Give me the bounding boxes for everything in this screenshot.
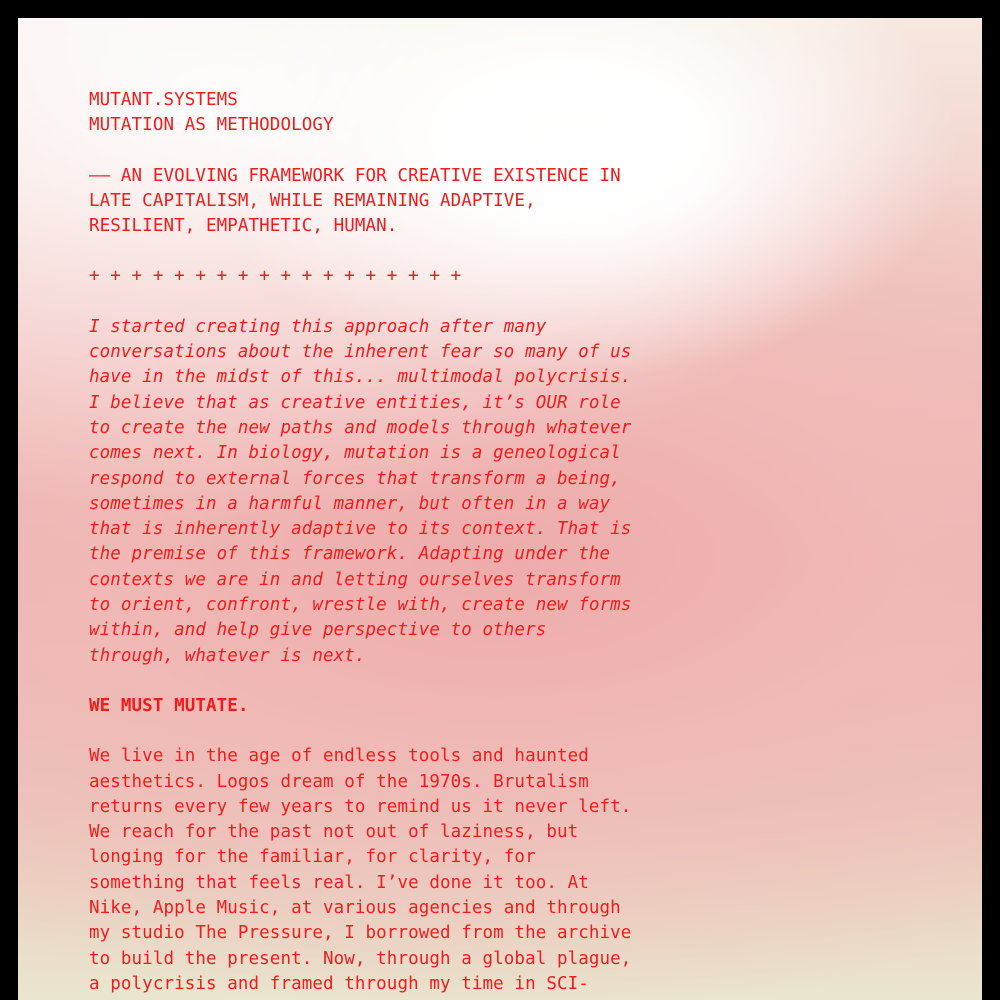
body-line: We live in the age of endless tools and haunted — [89, 746, 589, 767]
intro-line: comes next. In biology, mutation is a geneological — [89, 443, 621, 464]
manifesto-content — [89, 88, 689, 997]
intro-line: the premise of this framework. Adapting under the — [89, 544, 611, 565]
body-line: Nike, Apple Music, at various agencies and through — [89, 898, 621, 919]
plus-divider — [89, 264, 689, 289]
intro-line: contexts we are in and letting ourselves transform — [89, 569, 621, 590]
body-line: something that feels real. I’ve done it too. At — [89, 872, 589, 893]
body-line: longing for the familiar, for clarity, for — [89, 847, 536, 868]
intro-line: to create the new paths and models through whatever — [89, 417, 632, 438]
intro-line: that is inherently adaptive to its context. That is — [89, 519, 632, 540]
tagline-line: —— AN EVOLVING FRAMEWORK FOR CREATIVE EXISTENCE IN — [89, 165, 621, 186]
intro-paragraph — [89, 315, 689, 669]
site-subtitle: MUTATION AS METHODOLOGY — [89, 115, 334, 136]
tagline-line: RESILIENT, EMPATHETIC, HUMAN. — [89, 216, 398, 237]
intro-line: conversations about the inherent fear so many of us — [89, 342, 632, 363]
intro-line: through, whatever is next. — [89, 645, 366, 666]
site-header — [89, 88, 689, 139]
page-background — [18, 18, 982, 1000]
intro-line: I believe that as creative entities, it’s OUR role — [89, 392, 621, 413]
section-heading — [89, 694, 689, 719]
tagline-line: LATE CAPITALISM, WHILE REMAINING ADAPTIVE, — [89, 190, 536, 211]
intro-line: to orient, confront, wrestle with, create new forms — [89, 595, 632, 616]
body-line: to build the present. Now, through a global plague, — [89, 948, 632, 969]
divider-text: + + + + + + + + + + + + + + + + + + — [89, 266, 462, 287]
intro-line: have in the midst of this... multimodal polycrisis. — [89, 367, 632, 388]
body-line: my studio The Pressure, I borrowed from the archive — [89, 923, 632, 944]
tagline — [89, 164, 689, 240]
body-line: aesthetics. Logos dream of the 1970s. Brutalism — [89, 771, 589, 792]
intro-line: I started creating this approach after many — [89, 316, 547, 337]
intro-line: respond to external forces that transform a being, — [89, 468, 621, 489]
body-line: returns every few years to remind us it never left. — [89, 796, 632, 817]
body-paragraph — [89, 744, 689, 997]
site-name[interactable]: MUTANT.SYSTEMS — [89, 90, 238, 110]
intro-line: within, and help give perspective to others — [89, 620, 547, 641]
heading-text: WE MUST MUTATE. — [89, 695, 249, 716]
body-line: a polycrisis and framed through my time in SCI- — [89, 973, 589, 994]
body-line: We reach for the past not out of laziness, but — [89, 822, 579, 843]
intro-line: sometimes in a harmful manner, but often in a way — [89, 493, 611, 514]
